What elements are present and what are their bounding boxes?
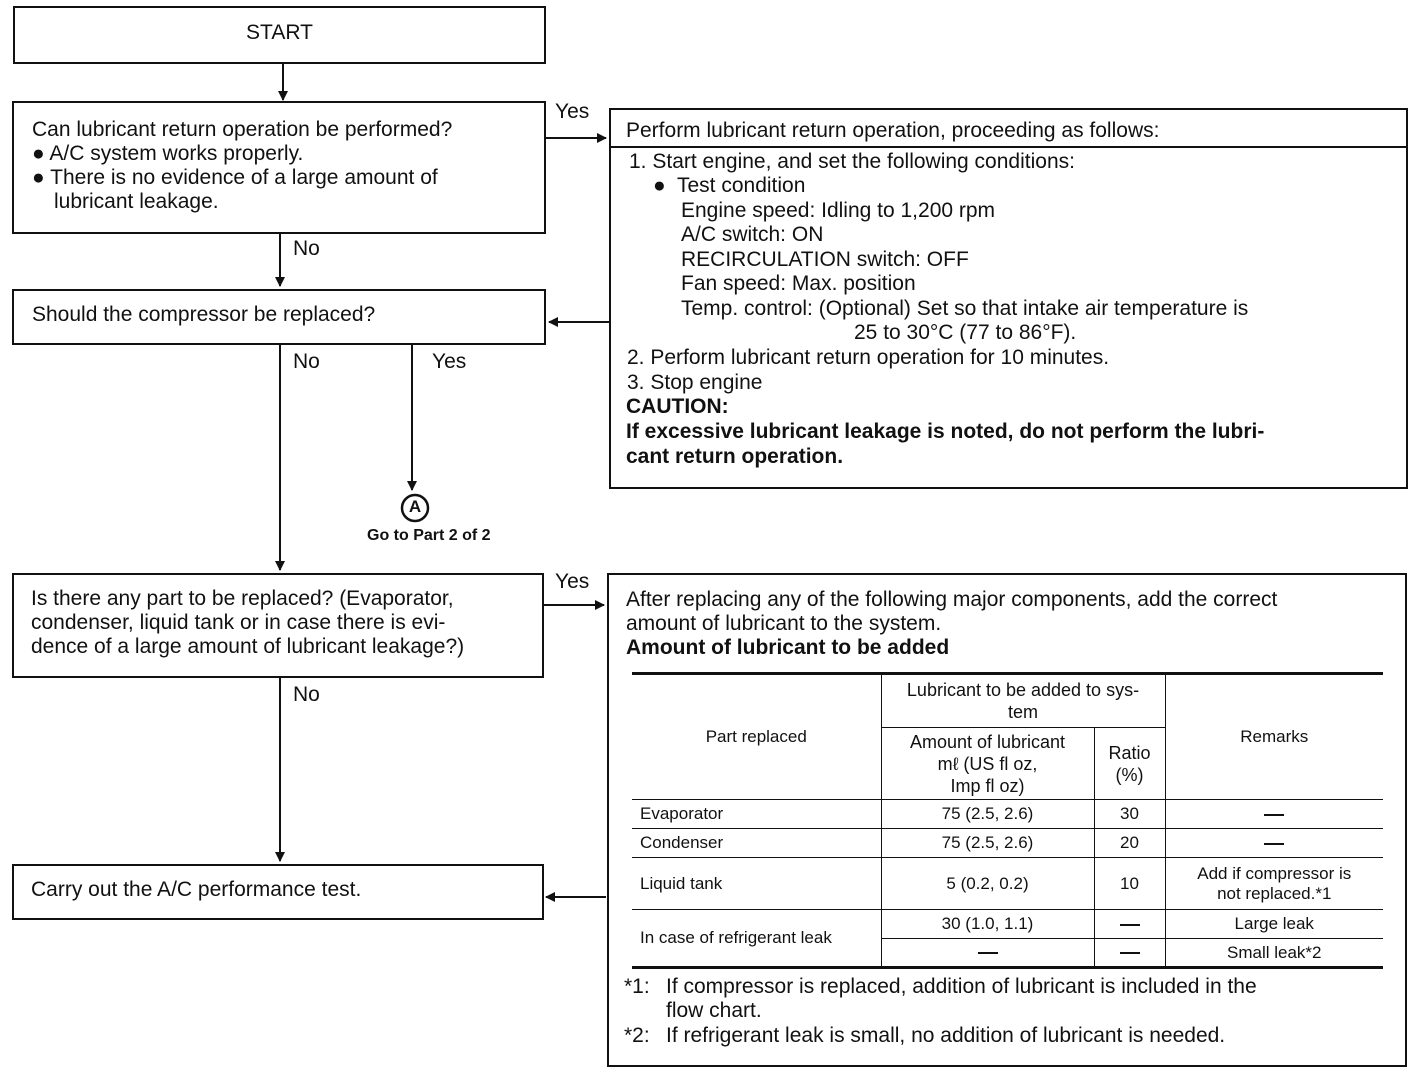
q2-no-label: No xyxy=(293,350,320,373)
connector-a-text: Go to Part 2 of 2 xyxy=(367,527,491,544)
cell-remarks xyxy=(1165,829,1383,858)
note2-line1: If refrigerant leak is small, no addition of lubricant is needed. xyxy=(666,1024,1226,1047)
cell-remarks xyxy=(1165,800,1383,829)
procedure-divider xyxy=(611,146,1406,148)
header-group-line2: tem xyxy=(1007,702,1038,722)
note2-mark: *2: xyxy=(624,1024,650,1047)
procedure-step2: 2. Perform lubricant return operation for 10 minutes. xyxy=(627,346,1110,369)
header-amount-line1: Amount of lubricant xyxy=(909,731,1066,752)
procedure-box xyxy=(609,108,1408,489)
q3-yes-label: Yes xyxy=(555,570,590,593)
cell-part: Evaporator xyxy=(632,800,881,829)
q1-bullet2-cont: lubricant leakage. xyxy=(54,190,219,213)
connector-a-letter: A xyxy=(408,497,422,516)
procedure-step3: 3. Stop engine xyxy=(627,371,763,394)
cell-part: In case of refrigerant leak xyxy=(632,910,881,968)
procedure-header: Perform lubricant return operation, proceeding as follows: xyxy=(626,119,1160,142)
cell-amount: 75 (2.5, 2.6) xyxy=(881,800,1094,829)
table-row xyxy=(632,829,1383,858)
final-text: Carry out the A/C performance test. xyxy=(31,878,362,901)
note1-line2: flow chart. xyxy=(666,999,762,1022)
start-box xyxy=(13,6,546,64)
q1-box xyxy=(12,101,546,234)
q2-yes-label: Yes xyxy=(432,350,467,373)
cond-temp-range: 25 to 30°C (77 to 86°F). xyxy=(854,321,1077,344)
cell-part: Condenser xyxy=(632,829,881,858)
procedure-cond-title: ● Test condition xyxy=(653,174,806,197)
header-ratio-line2: (%) xyxy=(1115,764,1144,785)
liquid-remarks-line1: Add if compressor is xyxy=(1197,863,1352,883)
q1-no-label: No xyxy=(293,237,320,260)
dash-mark xyxy=(978,952,998,954)
header-group-line1: Lubricant to be added to sys- xyxy=(906,680,1140,700)
q3-line1: Is there any part to be replaced? (Evaporator, xyxy=(31,587,454,610)
cond-temp-control: Temp. control: (Optional) Set so that intake air temperature is xyxy=(681,297,1249,320)
cond-title-text: Test condition xyxy=(676,174,806,197)
q2-question: Should the compressor be replaced? xyxy=(32,303,376,326)
q1-yes-label: Yes xyxy=(555,100,590,123)
cond-fan-speed: Fan speed: Max. position xyxy=(681,272,916,295)
dash-mark xyxy=(1120,924,1140,926)
q3-no-label: No xyxy=(293,683,320,706)
after-line1: After replacing any of the following major components, add the correct xyxy=(626,588,1278,611)
cell-ratio: 10 xyxy=(1094,858,1165,910)
cell-ratio xyxy=(1094,939,1165,968)
table-row xyxy=(632,910,1383,939)
q3-line2: condenser, liquid tank or in case there is evi- xyxy=(31,611,446,634)
q1-bullet1-text: A/C system works properly. xyxy=(49,142,304,165)
note1-line1: If compressor is replaced, addition of lubricant is included in the xyxy=(666,975,1257,998)
cell-part: Liquid tank xyxy=(632,858,881,910)
header-lubricant-group xyxy=(881,674,1165,728)
liquid-remarks-line2: not replaced.*1 xyxy=(1217,883,1332,903)
table-row xyxy=(632,800,1383,829)
caution-title: CAUTION: xyxy=(626,395,729,418)
table-row xyxy=(632,858,1383,910)
cell-remarks xyxy=(1165,858,1383,910)
cell-ratio: 30 xyxy=(1094,800,1165,829)
dash-mark xyxy=(1120,952,1140,954)
header-amount-line2: mℓ (US fl oz, xyxy=(937,753,1038,774)
header-ratio xyxy=(1094,728,1165,800)
header-remarks: Remarks xyxy=(1165,674,1383,800)
header-part-replaced: Part replaced xyxy=(632,674,881,800)
cell-amount: 75 (2.5, 2.6) xyxy=(881,829,1094,858)
lubricant-table xyxy=(632,672,1383,969)
caution-line1: If excessive lubricant leakage is noted, do not perform the lubri- xyxy=(626,420,1265,443)
cond-ac-switch: A/C switch: ON xyxy=(681,223,824,246)
q1-question: Can lubricant return operation be performed? xyxy=(32,118,453,141)
dash-mark xyxy=(1264,814,1284,816)
q1-bullet2-text: There is no evidence of a large amount of xyxy=(50,166,438,189)
header-ratio-line1: Ratio xyxy=(1108,742,1151,763)
dash-mark xyxy=(1264,843,1284,845)
cell-ratio: 20 xyxy=(1094,829,1165,858)
q1-bullet1: ● A/C system works properly. xyxy=(32,142,304,165)
note1-mark: *1: xyxy=(624,975,650,998)
caution-line2: cant return operation. xyxy=(626,445,844,468)
cond-engine-speed: Engine speed: Idling to 1,200 rpm xyxy=(681,199,996,222)
after-line2: amount of lubricant to the system. xyxy=(626,612,942,635)
after-title: Amount of lubricant to be added xyxy=(626,636,950,659)
cell-remarks: Small leak*2 xyxy=(1165,939,1383,968)
cell-ratio xyxy=(1094,910,1165,939)
q1-bullet2: ● There is no evidence of a large amount of xyxy=(32,166,438,189)
start-label: START xyxy=(246,21,313,44)
procedure-step1: 1. Start engine, and set the following conditions: xyxy=(629,150,1075,173)
q3-box xyxy=(12,573,544,678)
q3-line3: dence of a large amount of lubricant leakage?) xyxy=(31,635,465,658)
cell-amount: 30 (1.0, 1.1) xyxy=(881,910,1094,939)
cell-remarks: Large leak xyxy=(1165,910,1383,939)
cond-recirc-switch: RECIRCULATION switch: OFF xyxy=(681,248,969,271)
header-amount-line3: Imp fl oz) xyxy=(950,775,1025,796)
cell-amount: 5 (0.2, 0.2) xyxy=(881,858,1094,910)
q2-box xyxy=(12,289,546,345)
final-box xyxy=(12,864,544,920)
header-amount xyxy=(881,728,1094,800)
cell-amount xyxy=(881,939,1094,968)
